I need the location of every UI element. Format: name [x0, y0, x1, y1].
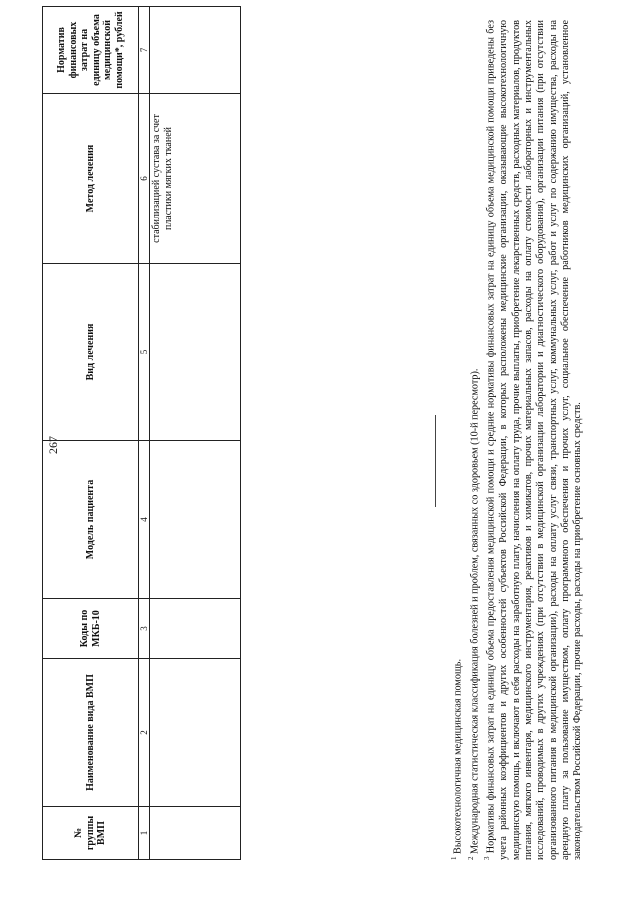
table-cell — [150, 807, 241, 860]
column-number-row — [139, 7, 150, 860]
footnote-mark: 2 — [466, 856, 475, 860]
footnote-2 — [465, 20, 482, 860]
header-patient-model: Модель пациента — [43, 441, 139, 599]
column-number: 4 — [139, 441, 150, 599]
footnotes — [448, 20, 585, 860]
header-treatment-type: Вид лечения — [43, 264, 139, 441]
table-row — [150, 7, 241, 860]
header-vmp-name: Наименование вида ВМП — [43, 659, 139, 807]
column-number: 3 — [139, 599, 150, 659]
column-number: 5 — [139, 264, 150, 441]
table-cell-treatment-method: стабилизацией сустава за счет пластики мягких тканей — [150, 94, 241, 264]
header-treatment-method: Метод лечения — [43, 94, 139, 264]
footnote-text: Международная статистическая классификация болезней и проблем, связанных со здоровьем (10-й пересмотр). — [469, 368, 481, 854]
column-number: 1 — [139, 807, 150, 860]
footnote-mark: 1 — [450, 856, 458, 860]
header-cost-standard: Норматив финансовых затрат на единицу объема медицинской помощи*, рублей — [43, 7, 139, 94]
footnote-3 — [481, 20, 584, 860]
page-number: 267 — [46, 436, 60, 454]
footnote-1 — [448, 20, 465, 860]
footnote-text: Нормативы финансовых затрат на единицу объема предоставления медицинской помощи и средние нормативы финансовых затрат на единицу объема медицинской помощи приведены без учета районных коэффициентов и других особенностей субъектов Российской Федерации, в которых расположены медицинские организации, оказывающие высокотехнологичную медицинскую помощь, и включают в себя расходы на заработную плату, начисления на оплату труда, прочие выплаты, приобретение лекарственных средств, расходных материалов, продуктов питания, мягкого инвентаря, медицинского инструментария, реактивов и химикатов, прочих материальных запасов, расходы на оплату стоимости лабораторных и инструментальных исследований, проводимых в других учреждениях (при отсутствии в медицинской организации лаборатории и диагностического оборудования), организации питания (при отсутствии организованного питания в медицинской организации), расходы на оплату услуг связи, транспортных услуг, коммунальных услуг, работ и услуг по содержанию имущества, расходы на арендную плату за пользование имуществом, оплату программного обеспечения и прочих услуг, социальное обеспечение работников медицинских организаций, установленное законодательством Российской Федерации, прочие расходы, расходы на приобретение основных средств. — [485, 19, 584, 860]
header-icd-codes: Коды по МКБ-10 — [43, 599, 139, 659]
column-number: 7 — [139, 7, 150, 94]
footnote-text: Высокотехнологичная медицинская помощь. — [452, 658, 464, 854]
column-number: 2 — [139, 659, 150, 807]
table-cell — [150, 599, 241, 659]
table-cell — [150, 441, 241, 599]
footnote-mark: 3 — [483, 856, 492, 860]
footnote-separator — [435, 415, 436, 507]
table-cell — [150, 659, 241, 807]
column-number: 6 — [139, 94, 150, 264]
table-cell — [150, 7, 241, 94]
header-group-number: № группы ВМП — [43, 807, 139, 860]
table-header-row — [43, 7, 139, 860]
table-cell — [150, 264, 241, 441]
vmp-table — [42, 6, 241, 860]
